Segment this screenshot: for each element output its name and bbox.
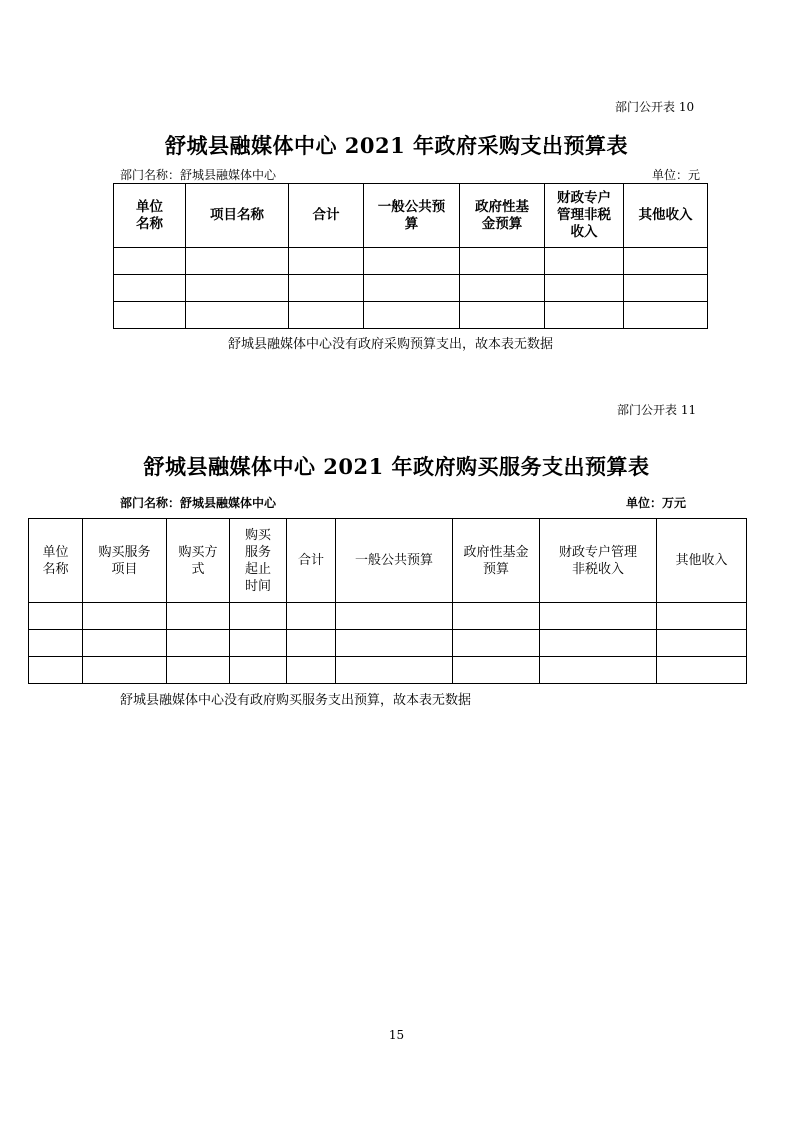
table11-header-row (29, 519, 747, 603)
table11 (28, 518, 747, 684)
table10 (113, 183, 708, 329)
table10-header-row (114, 184, 708, 248)
table10-tag: 部门公开表 10 (615, 100, 695, 114)
table10-header-other: 其他收入 (624, 184, 708, 248)
table11-note: 舒城县融媒体中心没有政府购买服务支出预算，故本表无数据 (120, 693, 472, 708)
table10-header-unit: 单位名称 (114, 184, 186, 248)
table11-header-general-budget: 一般公共预算 (336, 519, 453, 603)
table-row (29, 657, 747, 684)
table11-header-purchase-method: 购买方式 (167, 519, 230, 603)
table10-title: 舒城县融媒体中心 2021 年政府采购支出预算表 (164, 133, 629, 158)
table11-header-service-project: 购买服务项目 (83, 519, 167, 603)
table11-header-other: 其他收入 (657, 519, 747, 603)
table11-dept: 部门名称：舒城县融媒体中心 (120, 496, 277, 510)
table10-note: 舒城县融媒体中心没有政府采购预算支出，故本表无数据 (228, 337, 554, 352)
table10-header-fund-budget: 政府性基金预算 (460, 184, 545, 248)
page-number: 15 (388, 1028, 405, 1042)
table-row (114, 302, 708, 329)
table10-dept: 部门名称：舒城县融媒体中心 (120, 168, 277, 182)
table-row (29, 603, 747, 630)
table10-unit: 单位：元 (652, 168, 701, 182)
table11-header-nontax: 财政专户管理非税收入 (540, 519, 657, 603)
table-row (29, 630, 747, 657)
table10-header-general-budget: 一般公共预算 (364, 184, 460, 248)
table10-header-project: 项目名称 (186, 184, 289, 248)
table11-title: 舒城县融媒体中心 2021 年政府购买服务支出预算表 (143, 454, 650, 479)
table11-tag: 部门公开表 11 (617, 403, 697, 417)
table11-header-unit: 单位名称 (29, 519, 83, 603)
table11-unit: 单位：万元 (626, 496, 687, 510)
table11-header-service-period: 购买服务起止时间 (230, 519, 287, 603)
table-row (114, 248, 708, 275)
table-row (114, 275, 708, 302)
table11-header-total: 合计 (287, 519, 336, 603)
table10-header-total: 合计 (289, 184, 364, 248)
table11-header-fund-budget: 政府性基金预算 (453, 519, 540, 603)
table10-header-nontax: 财政专户管理非税收入 (545, 184, 624, 248)
